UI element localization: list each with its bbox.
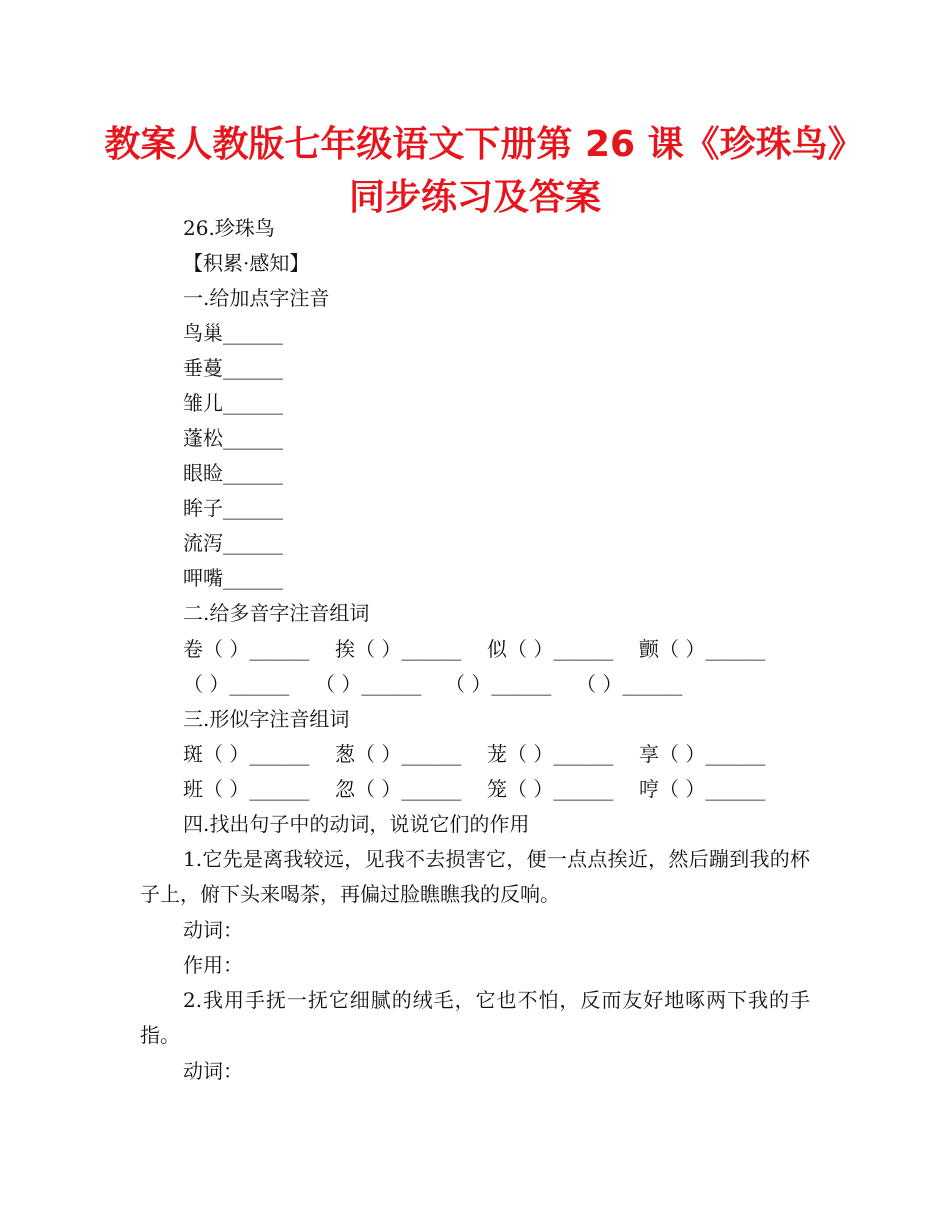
q2-cell: （ ）______ [576,672,683,696]
q3-cell: 班（ ）______ [183,777,310,801]
q3-cell: 忽（ ）______ [335,777,462,801]
q4-s1-verb-label: 动词： [183,918,243,942]
q4-sentence-2: 2.我用手抚一抚它细腻的绒毛，它也不怕，反而友好地啄两下我的手指。 [140,988,810,1047]
q3-heading: 三.形似字注音组词 [183,707,350,731]
q3-cell: 葱（ ）______ [335,742,462,766]
q1-item: 雏儿______ [183,391,283,415]
q2-cell: 似（ ）______ [487,637,614,661]
q1-item: 眸子______ [183,496,283,520]
q1-heading: 一.给加点字注音 [183,286,330,310]
q2-cell: （ ）______ [445,672,552,696]
q2-cell: （ ）______ [315,672,422,696]
q3-cell: 斑（ ）______ [183,742,310,766]
q1-item: 垂蔓______ [183,356,283,380]
q2-cell: （ ）______ [183,672,290,696]
q2-heading: 二.给多音字注音组词 [183,601,370,625]
q2-cell: 卷（ ）______ [183,637,310,661]
q2-cell: 颤（ ）______ [639,637,766,661]
q1-item: 蓬松______ [183,426,283,450]
q3-cell: 哼（ ）______ [639,777,766,801]
q1-item: 鸟巢______ [183,321,283,345]
q1-item: 流泻______ [183,531,283,555]
q1-item: 眼睑______ [183,461,283,485]
document-title: 教案人教版七年级语文下册第 26 课《珍珠鸟》同步练习及答案 [104,124,846,218]
q3-cell: 享（ ）______ [639,742,766,766]
q3-cell: 笼（ ）______ [487,777,614,801]
q4-s2-verb-label: 动词： [183,1059,243,1083]
q1-item: 呷嘴______ [183,566,283,590]
q3-cell: 茏（ ）______ [487,742,614,766]
q4-sentence-1: 1.它先是离我较远，见我不去损害它，便一点点挨近，然后蹦到我的杯子上，俯下头来喝茶，再偏过脸瞧瞧我的反响。 [140,847,810,906]
section-label: 【积累·感知】 [183,251,310,275]
q2-cell: 挨（ ）______ [335,637,462,661]
q4-s1-use-label: 作用： [183,953,243,977]
lesson-heading: 26.珍珠鸟 [183,216,275,240]
q4-heading: 四.找出句子中的动词，说说它们的作用 [183,812,530,836]
